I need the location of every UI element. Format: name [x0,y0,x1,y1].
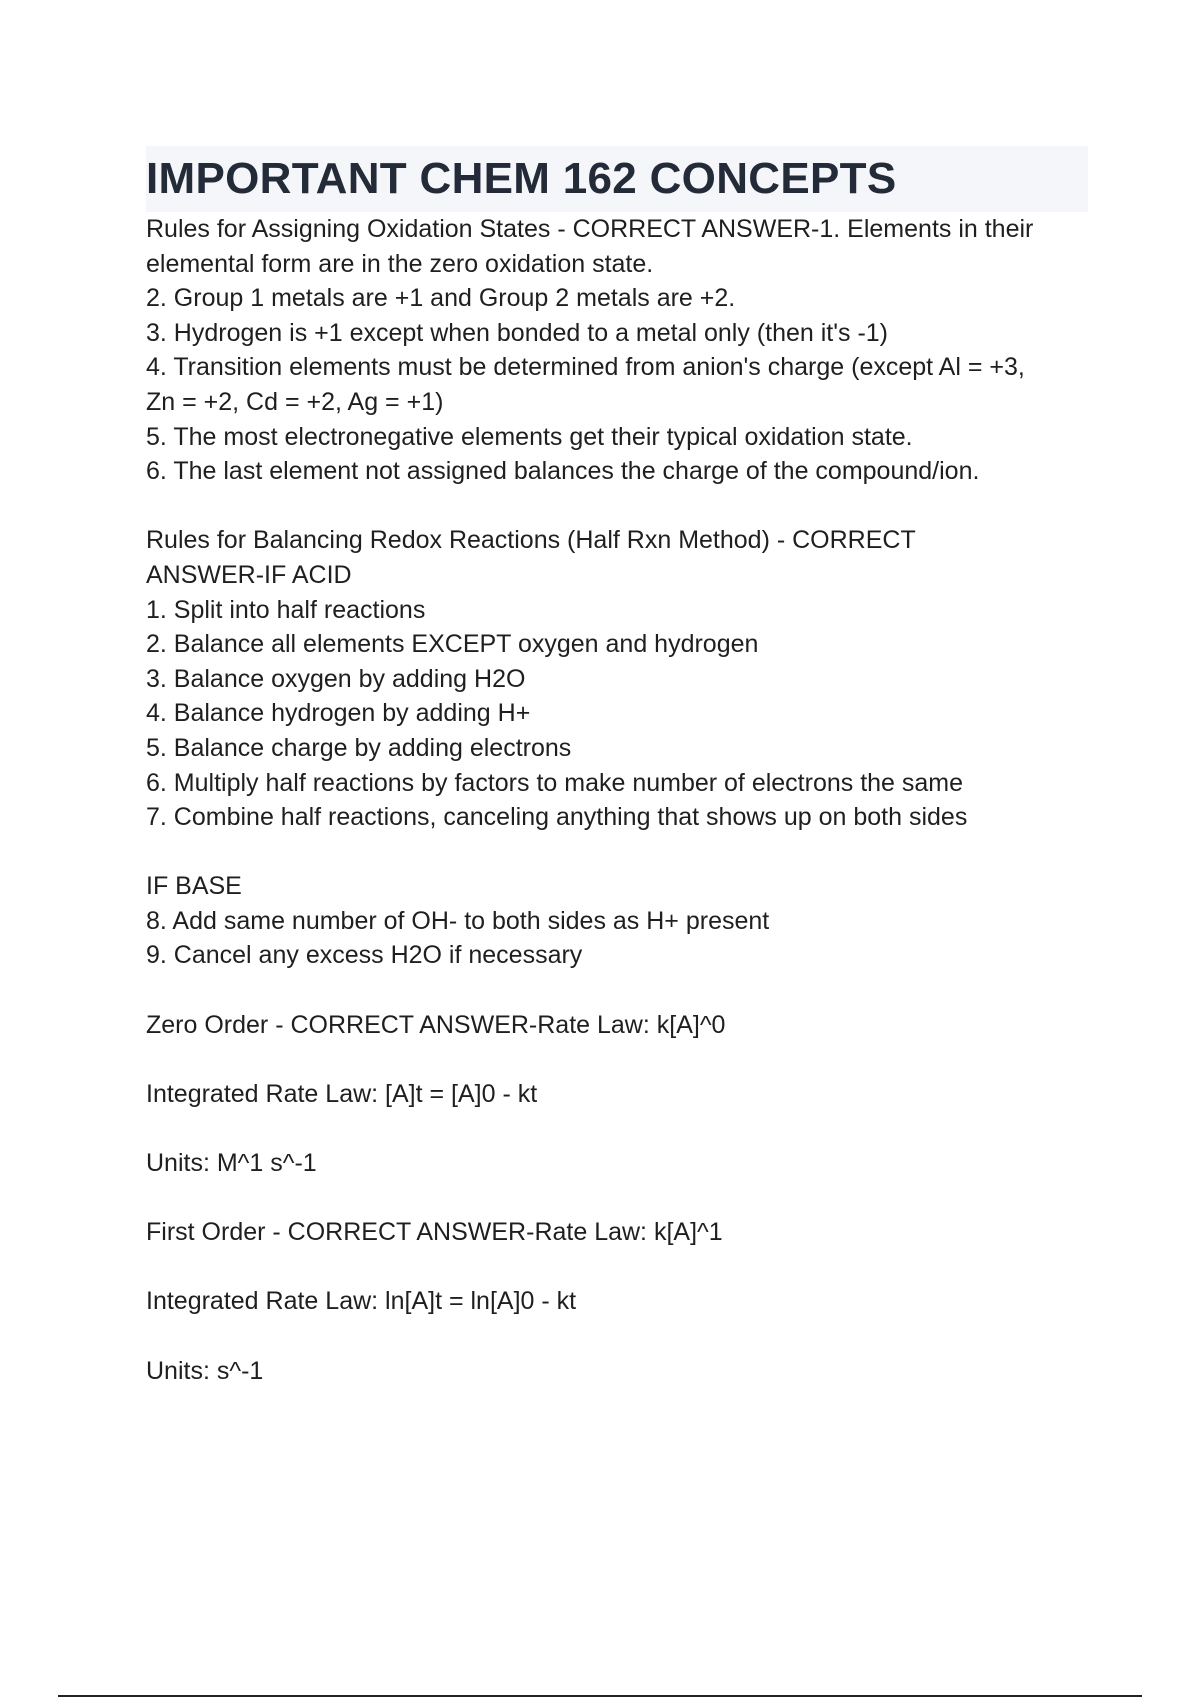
oxidation-line: 2. Group 1 metals are +1 and Group 2 metals are +2. [146,284,736,313]
paragraph-gap [146,489,1096,524]
first-order-rate-law: First Order - CORRECT ANSWER-Rate Law: k[A]^1 [146,1218,723,1247]
paragraph-gap [146,1319,1096,1354]
redox-rules-block [146,523,1096,834]
page-bottom-divider [58,1695,1142,1697]
oxidation-rules-block [146,212,1096,489]
redox-line: 7. Combine half reactions, canceling anything that shows up on both sides [146,803,968,832]
page-title: IMPORTANT CHEM 162 CONCEPTS [146,154,897,203]
paragraph-gap [146,835,1096,870]
paragraph-gap [146,973,1096,1008]
base-line: IF BASE [146,872,242,901]
redox-line: 6. Multiply half reactions by factors to make number of electrons the same [146,768,964,797]
paragraph-gap [146,1250,1096,1285]
paragraph-gap [146,1181,1096,1216]
oxidation-line: 4. Transition elements must be determined from anion's charge (except Al = +3, [146,353,1025,382]
oxidation-line: 6. The last element not assigned balances the charge of the compound/ion. [146,457,980,486]
zero-order-rate-law: Zero Order - CORRECT ANSWER-Rate Law: k[A]^0 [146,1010,726,1039]
base-line: 9. Cancel any excess H2O if necessary [146,941,583,970]
first-order-units: Units: s^-1 [146,1356,264,1385]
oxidation-line: Rules for Assigning Oxidation States - CORRECT ANSWER-1. Elements in their [146,215,1034,243]
paragraph-gap [146,1042,1096,1077]
first-order-integrated-law: Integrated Rate Law: ln[A]t = ln[A]0 - kt [146,1287,577,1316]
base-line: 8. Add same number of OH- to both sides as H+ present [146,906,770,935]
base-rules-block [146,869,1096,973]
zero-order-units: Units: M^1 s^-1 [146,1149,317,1178]
redox-line: 3. Balance oxygen by adding H2O [146,664,526,693]
oxidation-line: 3. Hydrogen is +1 except when bonded to a metal only (then it's -1) [146,318,889,347]
oxidation-line: elemental form are in the zero oxidation state. [146,249,654,278]
redox-line: 5. Balance charge by adding electrons [146,733,572,762]
redox-line: Rules for Balancing Redox Reactions (Half Rxn Method) - CORRECT [146,526,916,555]
zero-order-integrated-law: Integrated Rate Law: [A]t = [A]0 - kt [146,1079,538,1108]
redox-line: ANSWER-IF ACID [146,560,352,589]
redox-line: 4. Balance hydrogen by adding H+ [146,699,531,728]
paragraph-gap [146,1111,1096,1146]
oxidation-line: Zn = +2, Cd = +2, Ag = +1) [146,387,444,416]
redox-line: 2. Balance all elements EXCEPT oxygen and hydrogen [146,630,759,659]
oxidation-line: 5. The most electronegative elements get their typical oxidation state. [146,422,913,451]
document-body [146,212,1096,1388]
redox-line: 1. Split into half reactions [146,595,426,624]
